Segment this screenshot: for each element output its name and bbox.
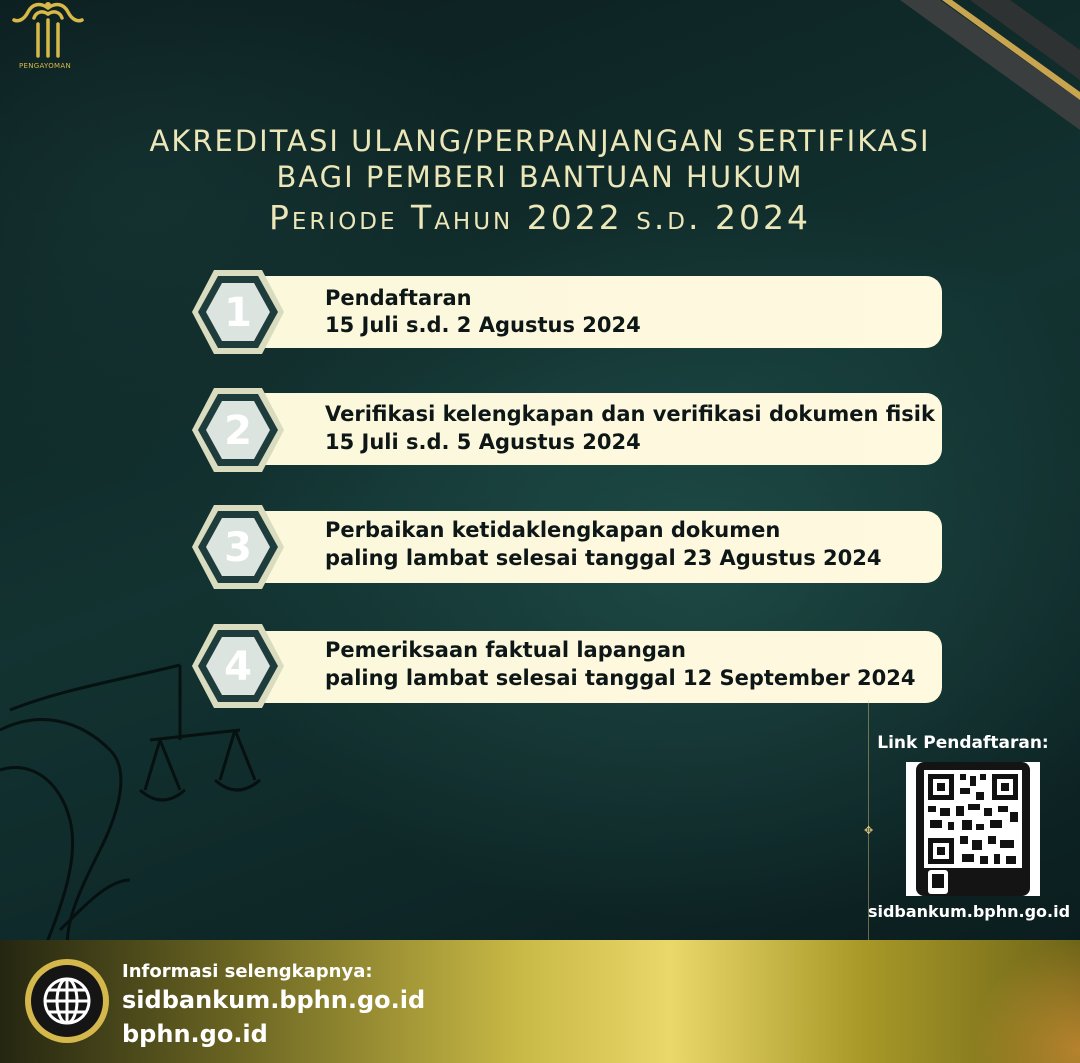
- footer-info-label: Informasi selengkapnya:: [122, 961, 373, 982]
- step-number-badge-3: [190, 503, 286, 591]
- step-number-badge-1: [190, 268, 286, 356]
- footer-link-sidbankum[interactable]: sidbankum.bphn.go.id: [122, 986, 426, 1014]
- footer-link-bphn[interactable]: bphn.go.id: [122, 1020, 268, 1048]
- title-line-3: Periode Tahun 2022 s.d. 2024: [269, 198, 811, 237]
- step-title-3: Perbaikan ketidaklengkapan dokumen: [325, 518, 781, 542]
- title-line-1: AKREDITASI ULANG/PERPANJANGAN SERTIFIKASI: [149, 124, 931, 158]
- qr-code-icon[interactable]: [906, 762, 1040, 896]
- diamond-ornament-icon: ✥: [864, 824, 874, 837]
- step-detail-4: paling lambat selesai tanggal 12 September 2024: [325, 666, 916, 690]
- step-detail-1: 15 Juli s.d. 2 Agustus 2024: [325, 313, 641, 337]
- step-number-2: 2: [224, 408, 252, 454]
- step-detail-2: 15 Juli s.d. 5 Agustus 2024: [325, 430, 641, 454]
- title-line-2: BAGI PEMBERI BANTUAN HUKUM: [276, 160, 804, 194]
- step-title-2: Verifikasi kelengkapan dan verifikasi dokumen fisik: [325, 402, 935, 426]
- step-number-badge-2: [190, 386, 286, 474]
- step-title-1: Pendaftaran: [325, 286, 472, 310]
- registration-link-label: Link Pendaftaran:: [877, 733, 1049, 753]
- registration-url[interactable]: sidbankum.bphn.go.id: [867, 902, 1071, 921]
- step-number-3: 3: [224, 525, 252, 571]
- step-number-4: 4: [224, 644, 252, 690]
- lady-justice-scale-icon: [0, 650, 300, 960]
- logo-caption: PENGAYOMAN: [18, 62, 72, 70]
- globe-icon: [24, 958, 110, 1044]
- step-number-1: 1: [224, 290, 252, 336]
- corner-decoration: [880, 0, 1080, 130]
- step-title-4: Pemeriksaan faktual lapangan: [325, 638, 686, 662]
- step-detail-3: paling lambat selesai tanggal 23 Agustus 2024: [325, 546, 882, 570]
